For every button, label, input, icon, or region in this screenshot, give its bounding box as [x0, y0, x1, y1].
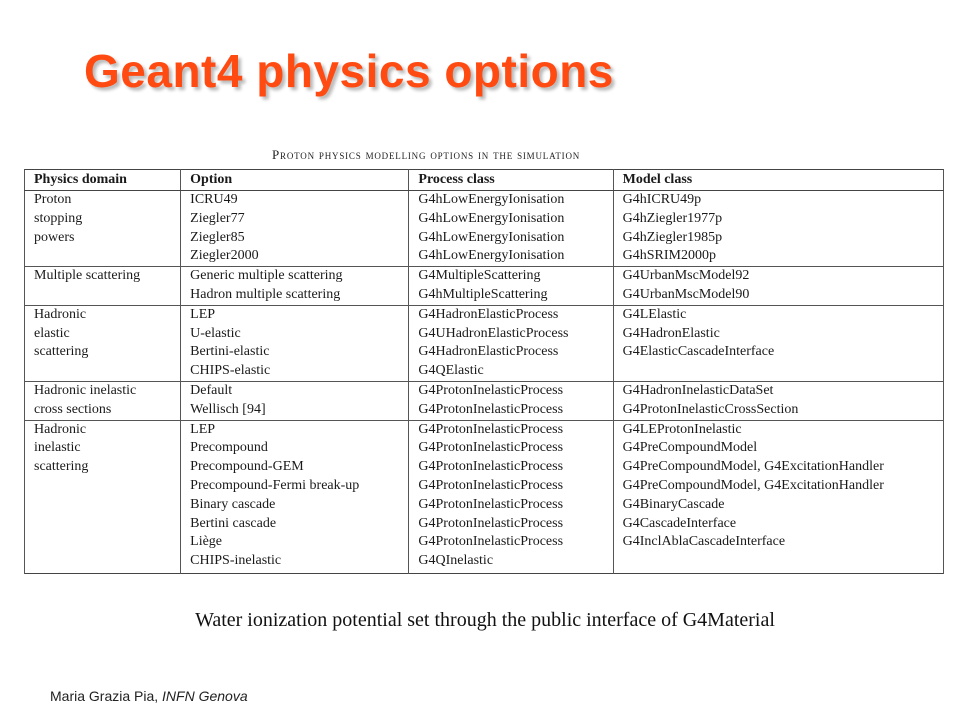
cell-model-class: G4hICRU49p: [613, 191, 943, 210]
cell-process-class: G4ProtonInelasticProcess: [409, 477, 613, 496]
header-option: Option: [181, 170, 409, 191]
cell-option: LEP: [181, 305, 409, 324]
cell-process-class: G4ProtonInelasticProcess: [409, 381, 613, 400]
header-physics-domain: Physics domain: [25, 170, 181, 191]
cell-option: Generic multiple scattering: [181, 267, 409, 286]
cell-process-class: G4QInelastic: [409, 552, 613, 573]
physics-domain-line: stopping: [34, 210, 83, 226]
cell-model-class: G4LElastic: [613, 305, 943, 324]
cell-option: Precompound-Fermi break-up: [181, 477, 409, 496]
cell-model-class: G4hZiegler1977p: [613, 210, 943, 229]
cell-process-class: G4ProtonInelasticProcess: [409, 401, 613, 420]
physics-domain-line: Proton: [34, 192, 72, 207]
cell-option: Bertini cascade: [181, 515, 409, 534]
cell-process-class: G4MultipleScattering: [409, 267, 613, 286]
table-row: [25, 420, 944, 439]
physics-domain-line: Multiple scattering: [34, 268, 141, 284]
table-caption: Proton physics modelling options in the simulation: [272, 147, 581, 162]
cell-model-class: G4HadronInelasticDataSet: [613, 381, 943, 400]
physics-domain-line: Hadronic inelastic: [34, 382, 137, 398]
table-row: [25, 305, 944, 324]
author-footer: [50, 688, 248, 704]
cell-option: Default: [181, 381, 409, 400]
cell-physics-domain: [25, 381, 181, 420]
cell-model-class: G4InclAblaCascadeInterface: [613, 533, 943, 552]
cell-process-class: G4HadronElasticProcess: [409, 343, 613, 362]
cell-model-class: [613, 362, 943, 381]
ionization-note: Water ionization potential set through the public interface of G4Material: [195, 609, 775, 631]
table-row: [25, 267, 944, 286]
cell-option: Bertini-elastic: [181, 343, 409, 362]
cell-option: CHIPS-elastic: [181, 362, 409, 381]
cell-model-class: G4PreCompoundModel: [613, 439, 943, 458]
cell-physics-domain: [25, 191, 181, 267]
cell-option: Liège: [181, 533, 409, 552]
cell-option: ICRU49: [181, 191, 409, 210]
cell-model-class: G4hZiegler1985p: [613, 229, 943, 248]
cell-process-class: G4QElastic: [409, 362, 613, 381]
cell-model-class: G4HadronElastic: [613, 325, 943, 344]
cell-model-class: G4hSRIM2000p: [613, 247, 943, 266]
cell-model-class: G4ProtonInelasticCrossSection: [613, 401, 943, 420]
cell-process-class: G4ProtonInelasticProcess: [409, 458, 613, 477]
physics-domain-line: Hadronic: [34, 306, 87, 322]
cell-physics-domain: [25, 267, 181, 306]
cell-physics-domain: [25, 420, 181, 573]
cell-process-class: G4ProtonInelasticProcess: [409, 515, 613, 534]
table-body: [25, 191, 944, 574]
cell-option: Wellisch [94]: [181, 401, 409, 420]
table-row: [25, 381, 944, 400]
cell-process-class: G4hLowEnergyIonisation: [409, 191, 613, 210]
physics-domain-line: inelastic: [34, 440, 81, 456]
cell-model-class: G4UrbanMscModel90: [613, 286, 943, 305]
cell-model-class: G4UrbanMscModel92: [613, 267, 943, 286]
cell-model-class: G4PreCompoundModel, G4ExcitationHandler: [613, 477, 943, 496]
cell-model-class: G4ElasticCascadeInterface: [613, 343, 943, 362]
cell-model-class: G4BinaryCascade: [613, 496, 943, 515]
cell-option: Ziegler85: [181, 229, 409, 248]
cell-model-class: G4CascadeInterface: [613, 515, 943, 534]
slide-title: Geant4 physics options: [84, 45, 614, 97]
cell-option: U-elastic: [181, 325, 409, 344]
header-model-class: Model class: [613, 170, 943, 191]
cell-process-class: G4UHadronElasticProcess: [409, 325, 613, 344]
physics-domain-line: scattering: [34, 459, 89, 475]
physics-domain-line: scattering: [34, 344, 89, 360]
table-header-row: [25, 170, 944, 191]
physics-domain-line: elastic: [34, 325, 70, 341]
cell-option: LEP: [181, 420, 409, 439]
cell-model-class: G4LEProtonInelastic: [613, 420, 943, 439]
physics-domain-line: powers: [34, 229, 75, 245]
cell-option: Precompound: [181, 439, 409, 458]
cell-option: Hadron multiple scattering: [181, 286, 409, 305]
cell-model-class: [613, 552, 943, 573]
table-row: [25, 191, 944, 210]
cell-process-class: G4hMultipleScattering: [409, 286, 613, 305]
cell-process-class: G4hLowEnergyIonisation: [409, 229, 613, 248]
cell-model-class: G4PreCompoundModel, G4ExcitationHandler: [613, 458, 943, 477]
cell-option: CHIPS-inelastic: [181, 552, 409, 573]
physics-domain-line: Hadronic: [34, 421, 87, 437]
cell-process-class: G4hLowEnergyIonisation: [409, 247, 613, 266]
cell-process-class: G4ProtonInelasticProcess: [409, 533, 613, 552]
cell-process-class: G4ProtonInelasticProcess: [409, 439, 613, 458]
cell-process-class: G4hLowEnergyIonisation: [409, 210, 613, 229]
cell-process-class: G4HadronElasticProcess: [409, 305, 613, 324]
cell-option: Ziegler77: [181, 210, 409, 229]
author-affiliation: INFN Genova: [162, 688, 248, 704]
cell-process-class: G4ProtonInelasticProcess: [409, 420, 613, 439]
header-process-class: Process class: [409, 170, 613, 191]
author-name: Maria Grazia Pia,: [50, 688, 159, 704]
cell-option: Binary cascade: [181, 496, 409, 515]
cell-physics-domain: [25, 305, 181, 381]
cell-option: Precompound-GEM: [181, 458, 409, 477]
cell-option: Ziegler2000: [181, 247, 409, 266]
cell-process-class: G4ProtonInelasticProcess: [409, 496, 613, 515]
physics-domain-line: cross sections: [34, 401, 112, 417]
physics-options-table: [24, 169, 944, 574]
